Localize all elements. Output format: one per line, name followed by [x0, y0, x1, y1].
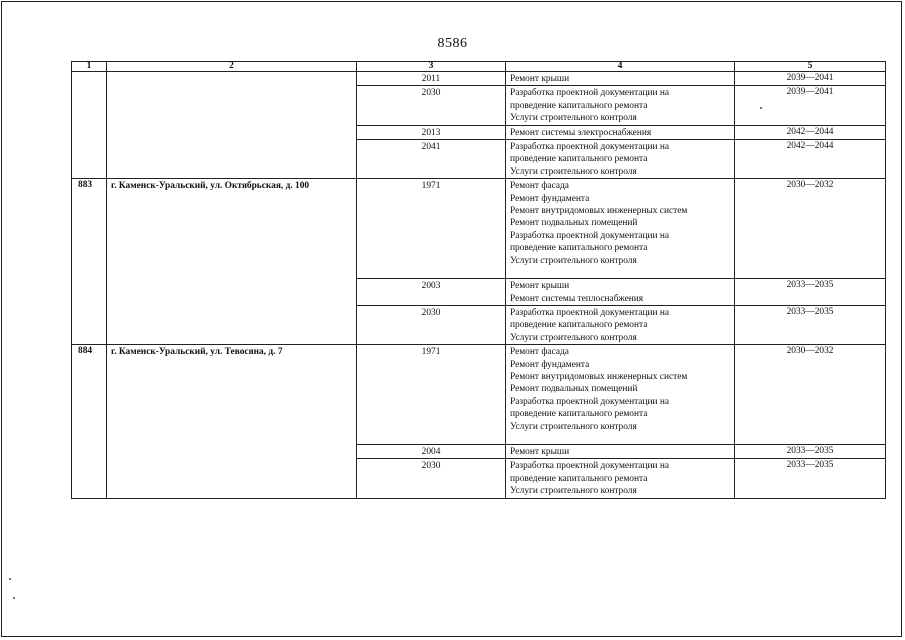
work-item: Услуги строительного контроля	[510, 421, 637, 432]
period-cell: 2039—2041	[735, 72, 886, 86]
scan-speck	[13, 597, 15, 599]
period-cell: 2030—2032	[735, 345, 886, 445]
work-item: Ремонт крыши	[510, 281, 570, 292]
work-item: Услуги строительного контроля	[510, 113, 637, 124]
work-item: Разработка проектной документации на	[510, 396, 670, 407]
period-cell: 2039—2041	[735, 86, 886, 125]
works-cell	[506, 72, 735, 86]
works-cell	[506, 444, 735, 458]
building-address: г. Каменск-Уральский, ул. Октябрьская, д. 100	[107, 179, 357, 345]
work-item: Ремонт крыши	[510, 446, 570, 457]
row-number: 884	[72, 345, 107, 498]
table-row	[72, 179, 886, 279]
work-item: Разработка проектной документации на	[510, 142, 670, 153]
year-cell: 2003	[357, 279, 506, 306]
table-row	[72, 72, 886, 86]
works-cell	[506, 125, 735, 139]
work-item: проведение капитального ремонта	[510, 320, 648, 331]
year-cell: 2004	[357, 444, 506, 458]
work-item: Ремонт фундамента	[510, 359, 590, 370]
work-item: проведение капитального ремонта	[510, 243, 648, 254]
page-number: 8586	[437, 36, 468, 51]
work-item: Ремонт фасада	[510, 181, 569, 192]
year-cell: 2030	[357, 86, 506, 125]
period-cell: 2033—2035	[735, 444, 886, 458]
work-item: Ремонт системы электроснабжения	[510, 127, 652, 138]
year-cell: 2030	[357, 305, 506, 344]
work-item: проведение капитального ремонта	[510, 154, 648, 165]
column-header-4: 4	[506, 62, 735, 72]
work-item: Услуги строительного контроля	[510, 486, 637, 497]
work-item: Услуги строительного контроля	[510, 166, 637, 177]
work-item: проведение капитального ремонта	[510, 100, 648, 111]
building-address	[107, 72, 357, 179]
works-cell	[506, 459, 735, 498]
column-header-5: 5	[735, 62, 886, 72]
period-cell: 2042—2044	[735, 125, 886, 139]
work-item: Ремонт системы теплоснабжения	[510, 293, 644, 304]
table-row	[72, 345, 886, 445]
building-address: г. Каменск-Уральский, ул. Тевосяна, д. 7	[107, 345, 357, 498]
column-header-1: 1	[72, 62, 107, 72]
year-cell: 1971	[357, 345, 506, 445]
works-cell	[506, 140, 735, 179]
work-item: Ремонт крыши	[510, 74, 570, 84]
work-item: Разработка проектной документации на	[510, 230, 670, 241]
work-item: Ремонт подвальных помещений	[510, 384, 638, 395]
work-item: Ремонт внутридомовых инженерных систем	[510, 371, 688, 382]
capital-repair-table	[71, 61, 886, 499]
work-item: Ремонт внутридомовых инженерных систем	[510, 206, 688, 217]
year-cell: 2030	[357, 459, 506, 498]
work-item: Услуги строительного контроля	[510, 332, 637, 343]
period-cell: 2030—2032	[735, 179, 886, 279]
row-number	[72, 72, 107, 179]
work-item: Ремонт подвальных помещений	[510, 218, 638, 229]
work-item: Услуги строительного контроля	[510, 255, 637, 266]
work-item: Разработка проектной документации на	[510, 307, 670, 318]
year-cell: 2011	[357, 72, 506, 86]
year-cell: 2041	[357, 140, 506, 179]
work-item: Разработка проектной документации на	[510, 461, 670, 472]
works-cell	[506, 345, 735, 445]
works-cell	[506, 179, 735, 279]
work-item: Ремонт фасада	[510, 347, 569, 358]
year-cell: 2013	[357, 125, 506, 139]
works-cell	[506, 305, 735, 344]
year-cell: 1971	[357, 179, 506, 279]
works-cell	[506, 279, 735, 306]
column-header-2: 2	[107, 62, 357, 72]
period-cell: 2042—2044	[735, 140, 886, 179]
period-cell: 2033—2035	[735, 279, 886, 306]
scan-speck	[9, 578, 11, 580]
work-item: проведение капитального ремонта	[510, 409, 648, 420]
header-row	[72, 62, 886, 72]
works-cell	[506, 86, 735, 125]
row-number: 883	[72, 179, 107, 345]
work-item: Разработка проектной документации на	[510, 88, 670, 99]
period-cell: 2033—2035	[735, 459, 886, 498]
column-header-3: 3	[357, 62, 506, 72]
work-item: Ремонт фундамента	[510, 193, 590, 204]
period-cell: 2033—2035	[735, 305, 886, 344]
scan-speck	[760, 107, 762, 109]
work-item: проведение капитального ремонта	[510, 473, 648, 484]
